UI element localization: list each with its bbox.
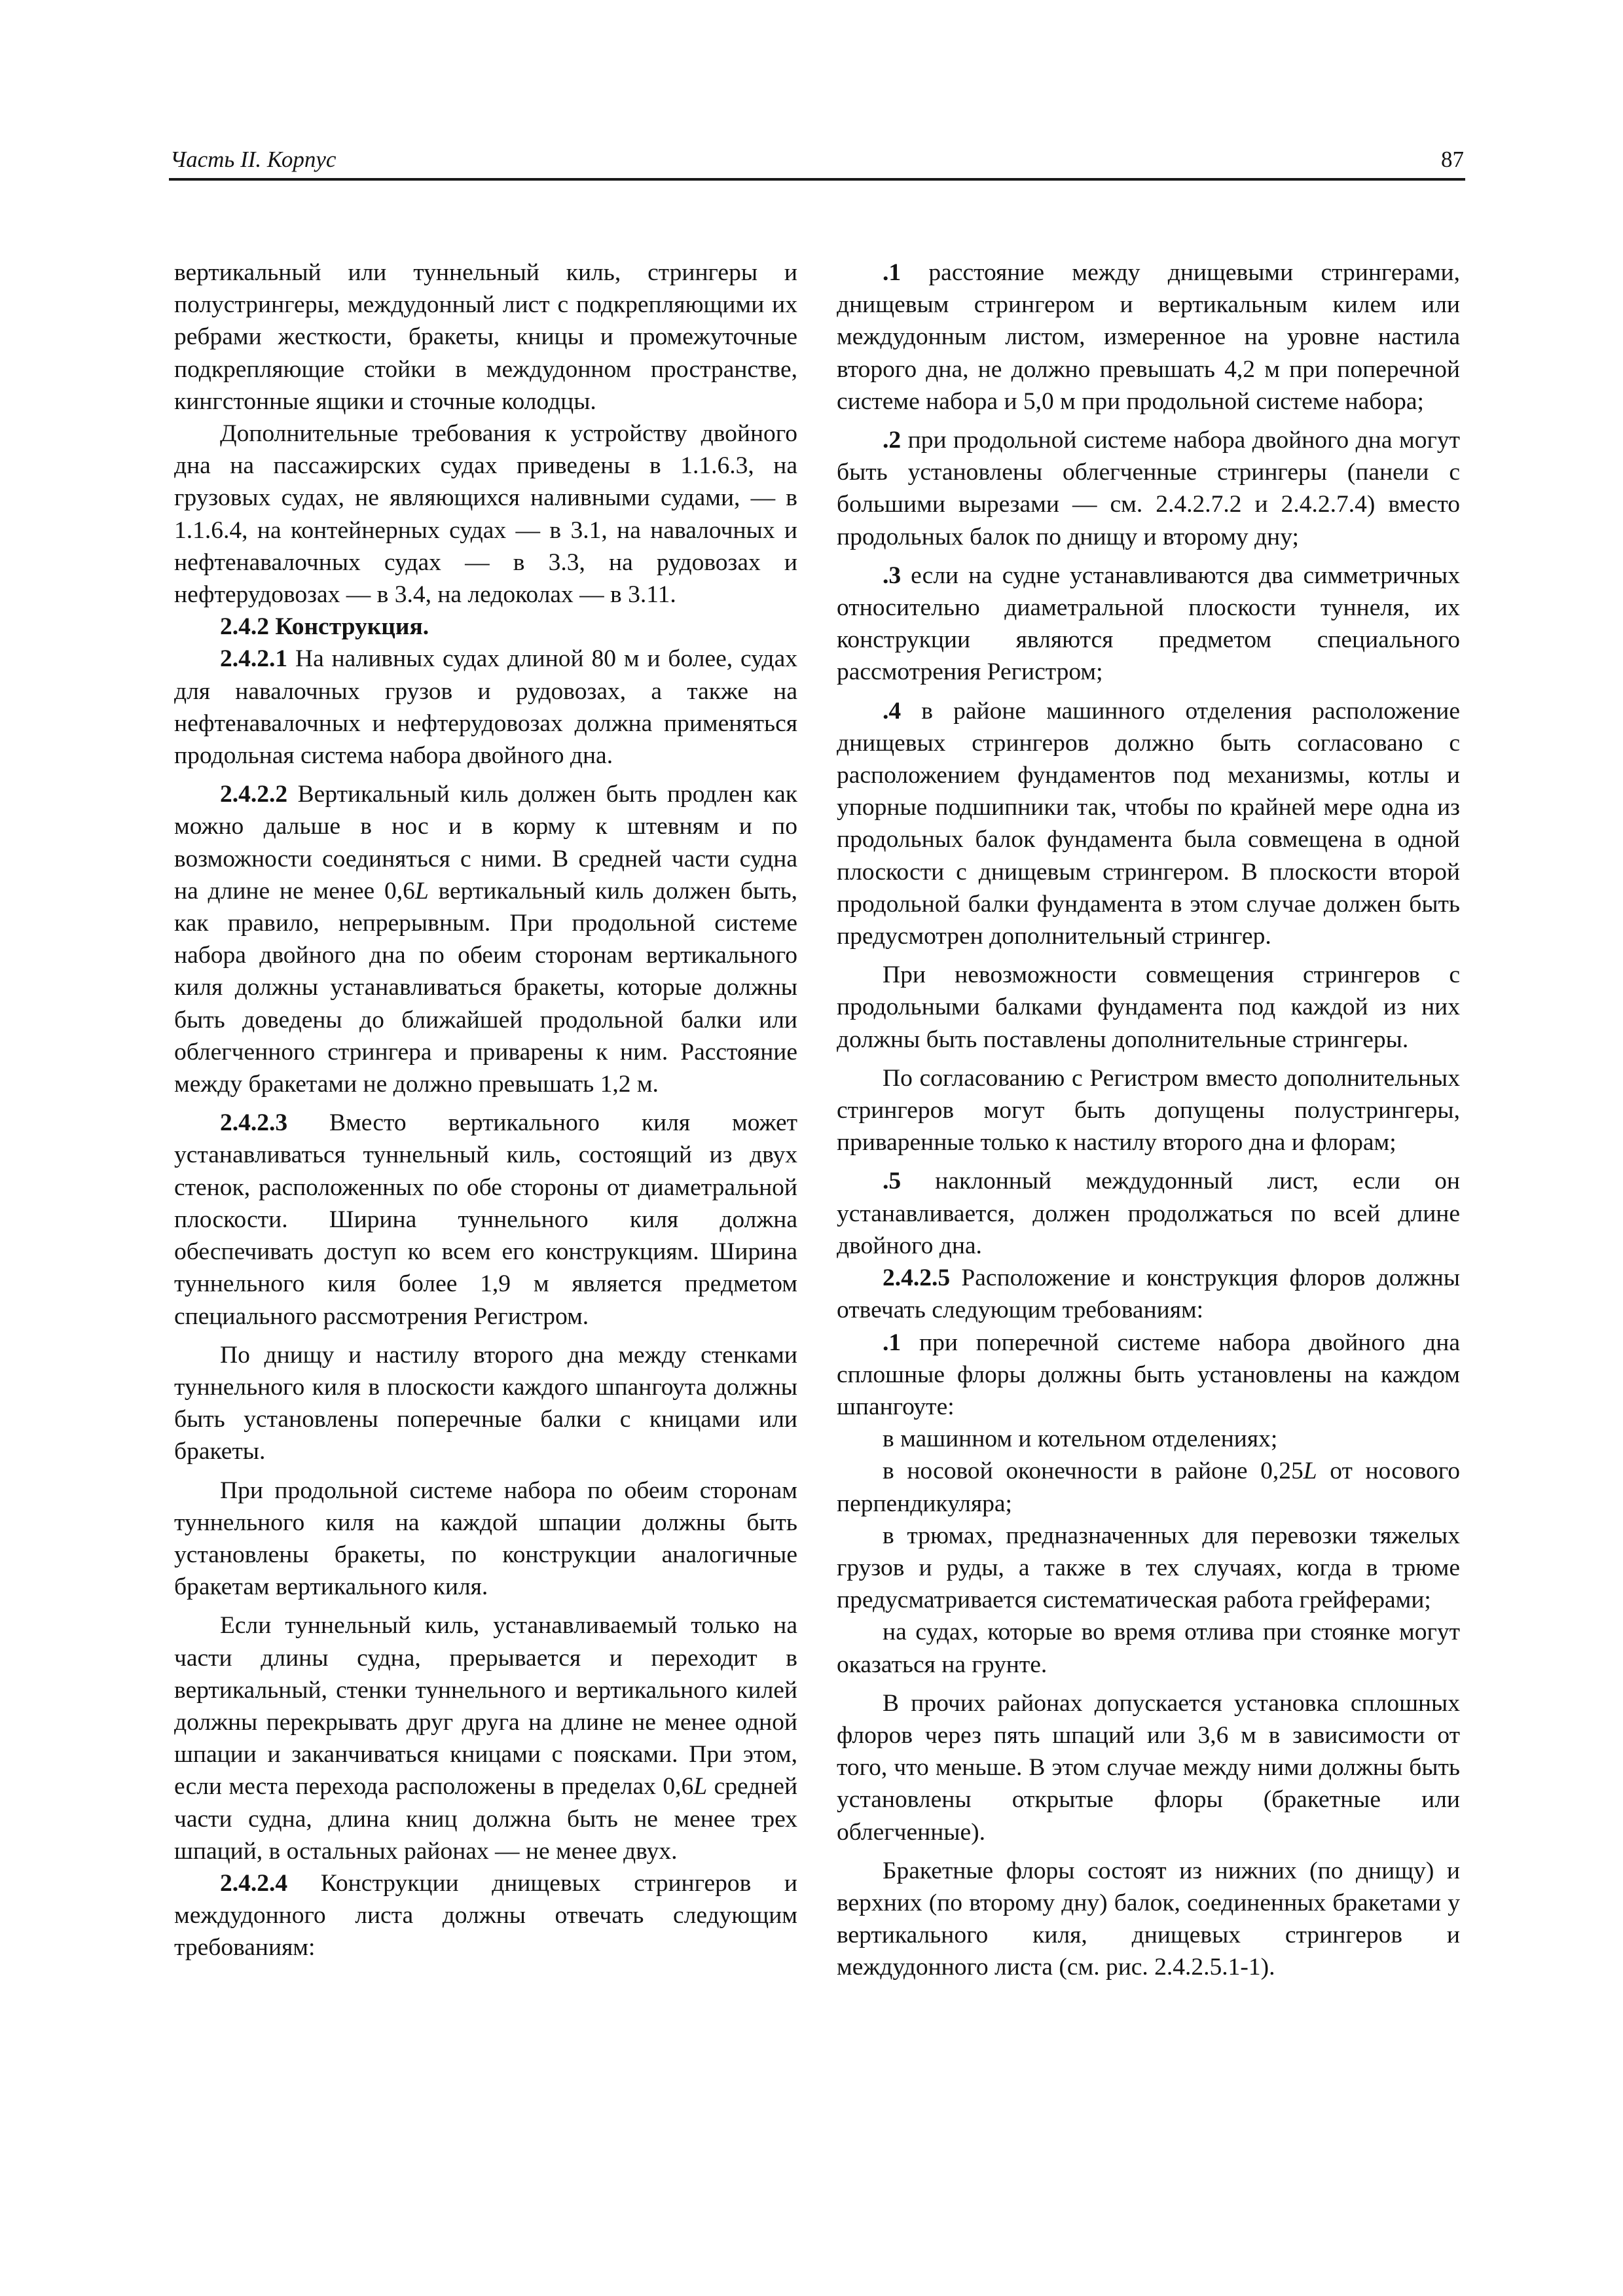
- heading-text: 2.4.2 Конструкция.: [220, 613, 429, 641]
- item-1-stringer-spacing: [837, 257, 1460, 418]
- paragraph-brackets: При продольной системе набора по обеим сторонам туннельного киля на каждой шпации должны быть установлены бракеты, по конструкции аналогичные бракетам вертикального киля.: [174, 1477, 797, 1601]
- clause-text: Расположение и конструкция флоров должны отвечать следующим требованиям:: [837, 1265, 1460, 1324]
- clause-number: 2.4.2.1: [220, 645, 288, 673]
- clause-text-cont: вертикальный киль должен быть, как правило, непрерывным. При продольной системе набора двойного дна по обеим сторонам вертикального киля должны устанавливаться бракеты, которые должны быть доведены до ближайшей продольной балки или облегченного стрингера и приварены к ним. Расстояние между бракетами не должно превышать 1,2 м.: [174, 877, 797, 1098]
- right-column: [837, 257, 1460, 1984]
- item-5-inclined-margin-plate: [837, 1165, 1460, 1262]
- paragraph-tunnel-keel-transition: [174, 1609, 797, 1867]
- item-4-engine-room: [837, 695, 1460, 953]
- text-cont: средней части судна, длина книц должна быть не менее трех шпаций, в остальных районах — не менее двух.: [174, 1773, 798, 1865]
- section-heading-2-4-2: [174, 611, 797, 643]
- page-number: 87: [1441, 147, 1464, 172]
- list-fore-end: [837, 1455, 1460, 1519]
- length-symbol: L: [693, 1773, 708, 1801]
- text: в носовой оконечности в районе 0,25: [883, 1458, 1304, 1485]
- clause-text: Конструкции днищевых стрингеров и междудонного листа должны отвечать следующим требованиям:: [174, 1869, 797, 1962]
- paragraph-2-4-2-5: [837, 1262, 1460, 1326]
- clause-number: 2.4.2.3: [220, 1109, 288, 1137]
- item-number: .1: [883, 1329, 902, 1356]
- text: Если туннельный киль, устанавливаемый только на части длины судна, прерывается и переходит в вертикальный, стенки туннельного и вертикального килей должны перекрывать друг друга на длине не менее одной шпации и заканчиваться кницами с поясками. При этом, если места перехода расположены в пределах 0,6: [174, 1612, 797, 1801]
- clause-number: 2.4.2.4: [220, 1869, 288, 1897]
- list-grounding: на судах, которые во время отлива при стоянке могут оказаться на грунте.: [837, 1619, 1460, 1678]
- item-text: при продольной системе набора двойного дна могут быть установлены облегченные стрингеры (панели с большими вырезами — см. 2.4.2.7.2 и 2.4.2.7.4) вместо продольных балок по днищу и второму дну;: [837, 427, 1460, 550]
- list-holds: в трюмах, предназначенных для перевозки тяжелых грузов и руды, а также в тех случаях, когда в трюме предусматривается систематическая работа грейферами;: [837, 1522, 1460, 1614]
- item-text: расстояние между днищевыми стрингерами, днищевым стрингером и вертикальным килем или междудонным листом, измеренное на уровне настила второго дна, не должно превышать 4,2 м при поперечной системе набора и 5,0 м при продольной системе набора;: [837, 259, 1460, 415]
- left-column: [174, 257, 797, 1964]
- paragraph-bracket-floors: Бракетные флоры состоят из нижних (по днищу) и верхних (по второму дну) балок, соединенных бракетами у вертикального киля, днищевых стрингеров и междудонного листа (см. рис. 2.4.2.5.1-1).: [837, 1857, 1460, 1981]
- item-number: .1: [883, 259, 902, 286]
- clause-text: Вертикальный киль должен быть продлен как можно дальше в нос и в корму к штевням и по возможности соединяться с ними. В средней части судна на длине не менее 0,6: [174, 781, 797, 905]
- section-title: Часть II. Корпус: [170, 147, 337, 172]
- item-floors-1: [837, 1327, 1460, 1424]
- running-header: [169, 145, 1465, 181]
- clause-text: На наливных судах длиной 80 м и более, судах для навалочных грузов и рудовозах, а также на нефтенавалочных и нефтерудовозах должна применяться продольная система набора двойного дна.: [174, 645, 797, 770]
- text-cont: от носового перпендикуляра;: [837, 1458, 1460, 1517]
- clause-number: 2.4.2.5: [883, 1265, 951, 1292]
- paragraph-2-4-2-1: [174, 643, 797, 772]
- clause-text: Вместо вертикального киля может устанавливаться туннельный киль, состоящий из двух стенок, расположенных по обе стороны от диаметральной плоскости. Ширина туннельного киля должна обеспечивать доступ ко всем его конструкциям. Ширина туннельного киля более 1,9 м является предметом специального рассмотрения Регистром.: [174, 1109, 797, 1330]
- paragraph-2-4-2-2: [174, 778, 797, 1100]
- item-number: .2: [883, 427, 902, 454]
- clause-number: 2.4.2.2: [220, 781, 288, 808]
- item-text: при поперечной системе набора двойного дна сплошные флоры должны быть установлены на каждом шпангоуте:: [837, 1329, 1460, 1420]
- paragraph-half-stringers: По согласованию с Регистром вместо дополнительных стрингеров могут быть допущены полустрингеры, приваренные только к настилу второго дна и флорам;: [837, 1064, 1460, 1157]
- item-text: в районе машинного отделения расположение днищевых стрингеров должно быть согласовано с расположением фундаментов под механизмы, котлы и упорные подшипники так, чтобы по крайней мере одна из продольных балок фундамента была совмещена в одной плоскости с днищевым стрингером. В плоскости второй продольной балки фундамента в этом случае должен быть предусмотрен дополнительный стрингер.: [837, 697, 1460, 950]
- item-3-tunnels: [837, 560, 1460, 689]
- paragraph-additional-stringers: При невозможности совмещения стрингеров с продольными балками фундамента под каждой из них должны быть поставлены дополнительные стрингеры.: [837, 961, 1460, 1053]
- paragraph-transverse-beams: По днищу и настилу второго дна между стенками туннельного киля в плоскости каждого шпангоута должны быть установлены поперечные балки с кницами или бракеты.: [174, 1341, 797, 1465]
- item-number: .4: [883, 697, 902, 725]
- item-number: .5: [883, 1168, 902, 1195]
- length-symbol: L: [1303, 1458, 1317, 1485]
- item-text: наклонный междудонный лист, если он устанавливается, должен продолжаться по всей длине двойного дна.: [837, 1168, 1460, 1259]
- length-symbol: L: [414, 877, 429, 905]
- paragraph-continuation: вертикальный или туннельный киль, стрингеры и полустрингеры, междудонный лист с подкрепляющими их ребрами жесткости, бракеты, кницы и промежуточные подкрепляющие стойки в междудонном пространстве, кингстонные ящики и сточные колодцы.: [174, 259, 797, 415]
- item-2-lightened-stringers: [837, 424, 1460, 553]
- paragraph-additional-requirements: Дополнительные требования к устройству двойного дна на пассажирских судах приведены в 1.1.6.3, на грузовых судах, не являющихся наливными судами, — в 1.1.6.4, на контейнерных судах — в 3.1, на навалочных и нефтенавалочных судах — в 3.3, на рудовозах и нефтерудовозах — в 3.4, на ледоколах — в 3.11.: [174, 420, 797, 609]
- list-engine-boiler-rooms: в машинном и котельном отделениях;: [883, 1426, 1278, 1453]
- paragraph-2-4-2-3: [174, 1107, 797, 1332]
- paragraph-other-regions: В прочих районах допускается установка сплошных флоров через пять шпаций или 3,6 м в зависимости от того, что меньше. В этом случае между ними должны быть установлены открытые флоры (бракетные или облегченные).: [837, 1689, 1460, 1846]
- item-number: .3: [883, 562, 902, 589]
- item-text: если на судне устанавливаются два симметричных относительно диаметральной плоскости туннеля, их конструкции являются предметом специального рассмотрения Регистром;: [837, 562, 1460, 686]
- paragraph-2-4-2-4: [174, 1867, 797, 1964]
